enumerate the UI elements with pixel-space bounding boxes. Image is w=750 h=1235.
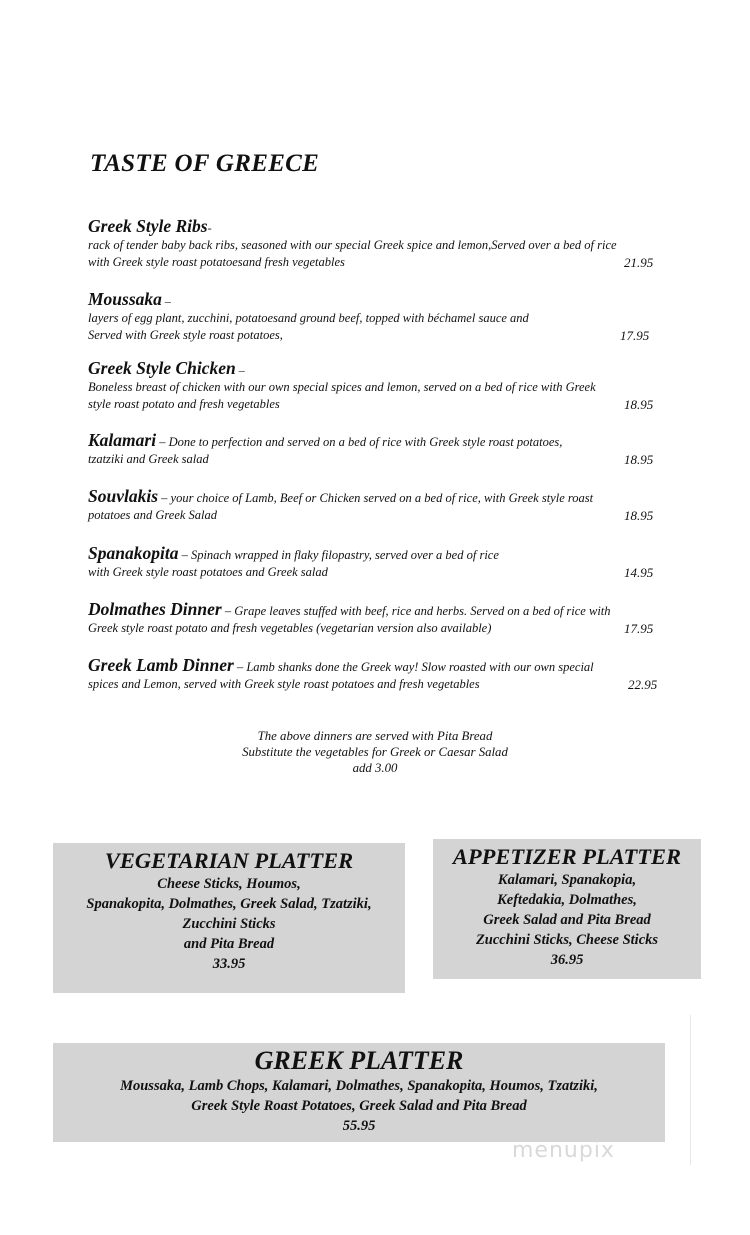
greek-platter-box [53, 1043, 665, 1142]
platter-line: Zucchini Sticks [182, 916, 276, 932]
dish-description-line: Greek style roast potato and fresh vegetables (vegetarian version also available) [88, 621, 492, 635]
dish-description-line: layers of egg plant, zucchini, potatoesand ground beef, topped with béchamel sauce and [88, 311, 529, 325]
platter-line: Cheese Sticks, Houmos, [157, 876, 301, 892]
dish-description-line: – your choice of Lamb, Beef or Chicken served on a bed of rice, with Greek style roast [158, 491, 594, 505]
platter-line: Spanakopita, Dolmathes, Greek Salad, Tzatziki, [86, 896, 372, 912]
dish-price: 17.95 [624, 621, 654, 636]
menu-item-kalamari [88, 430, 668, 468]
dish-name: Greek Lamb Dinner [88, 655, 234, 675]
dish-price: 17.95 [620, 328, 650, 343]
dish-price: 21.95 [624, 255, 654, 270]
dish-description-line: tzatziki and Greek salad [88, 452, 209, 466]
dish-price: 22.95 [628, 677, 658, 692]
dish-description-line: – Lamb shanks done the Greek way! Slow roasted with our own special [233, 660, 594, 674]
menu-item-moussaka [88, 289, 668, 344]
dish-description-line: – Spinach wrapped in flaky filopastry, served over a bed of rice [178, 548, 499, 562]
dish-price: 14.95 [624, 565, 654, 580]
divider [690, 1015, 691, 1165]
dish-description-line: – Grape leaves stuffed with beef, rice and herbs. Served on a bed of rice with [221, 604, 611, 618]
dinner-note [0, 728, 750, 776]
note-line: Substitute the vegetables for Greek or Caesar Salad [242, 745, 508, 759]
platter-price: 33.95 [212, 956, 246, 972]
dish-description-line: – Done to perfection and served on a bed of rice with Greek style roast potatoes, [156, 435, 563, 449]
dish-description-line: Boneless breast of chicken with our own special spices and lemon, served on a bed of rice with Greek [88, 380, 596, 394]
dish-description-line: style roast potato and fresh vegetables [88, 397, 280, 411]
platter-price: 55.95 [342, 1118, 376, 1134]
platter-line: Kalamari, Spanakopia, [497, 872, 637, 888]
dish-description-line: with Greek style roast potatoes and Greek salad [88, 565, 328, 579]
dish-price: 18.95 [624, 452, 654, 467]
dish-name: Dolmathes Dinner [88, 599, 222, 619]
menu-item-greek-lamb-dinner [88, 655, 668, 693]
note-line: The above dinners are served with Pita Bread [257, 729, 493, 743]
dish-separator: – [161, 294, 171, 308]
dish-description-line: spices and Lemon, served with Greek style roast potatoes and fresh vegetables [88, 677, 480, 691]
menu-item-spanakopita [88, 543, 668, 581]
platter-title: VEGETARIAN PLATTER [104, 848, 354, 873]
dish-description-line: Served with Greek style roast potatoes, [88, 328, 283, 342]
platter-line: Zucchini Sticks, Cheese Sticks [475, 932, 659, 948]
appetizer-platter-box [433, 839, 701, 979]
platter-line: Greek Salad and Pita Bread [483, 912, 651, 928]
dish-description-line: with Greek style roast potatoesand fresh vegetables [88, 255, 345, 269]
dish-price: 18.95 [624, 397, 654, 412]
menu-item-greek-style-chicken [88, 358, 668, 413]
dish-price: 18.95 [624, 508, 654, 523]
menu-title: TASTE OF GREECE [90, 150, 320, 177]
dish-name: Greek Style Chicken [88, 358, 236, 378]
watermark-logo: menupix [512, 1138, 615, 1163]
dish-name: Spanakopita [88, 543, 179, 563]
dish-description-line: potatoes and Greek Salad [88, 508, 218, 522]
dish-separator: - [207, 221, 212, 235]
platter-title: APPETIZER PLATTER [452, 844, 682, 869]
platter-price: 36.95 [550, 952, 584, 968]
platter-title: GREEK PLATTER [254, 1046, 464, 1075]
dish-separator: – [235, 363, 245, 377]
vegetarian-platter-box [53, 843, 405, 993]
menu-item-souvlakis [88, 486, 668, 524]
note-line: add 3.00 [352, 761, 398, 775]
dish-description-line: rack of tender baby back ribs, seasoned with our special Greek spice and lemon,Served over a bed of rice [88, 238, 617, 252]
platter-line: and Pita Bread [183, 936, 275, 952]
dish-name: Kalamari [88, 430, 157, 450]
dish-name: Greek Style Ribs [88, 216, 208, 236]
menu-item-dolmathes-dinner [88, 599, 668, 637]
platter-line: Greek Style Roast Potatoes, Greek Salad and Pita Bread [191, 1098, 527, 1114]
dish-name: Moussaka [88, 289, 162, 309]
platter-line: Moussaka, Lamb Chops, Kalamari, Dolmathes, Spanakopita, Houmos, Tzatziki, [120, 1078, 598, 1094]
menu-item-greek-style-ribs [88, 216, 668, 271]
platter-line: Keftedakia, Dolmathes, [497, 892, 637, 908]
dish-name: Souvlakis [88, 486, 159, 506]
